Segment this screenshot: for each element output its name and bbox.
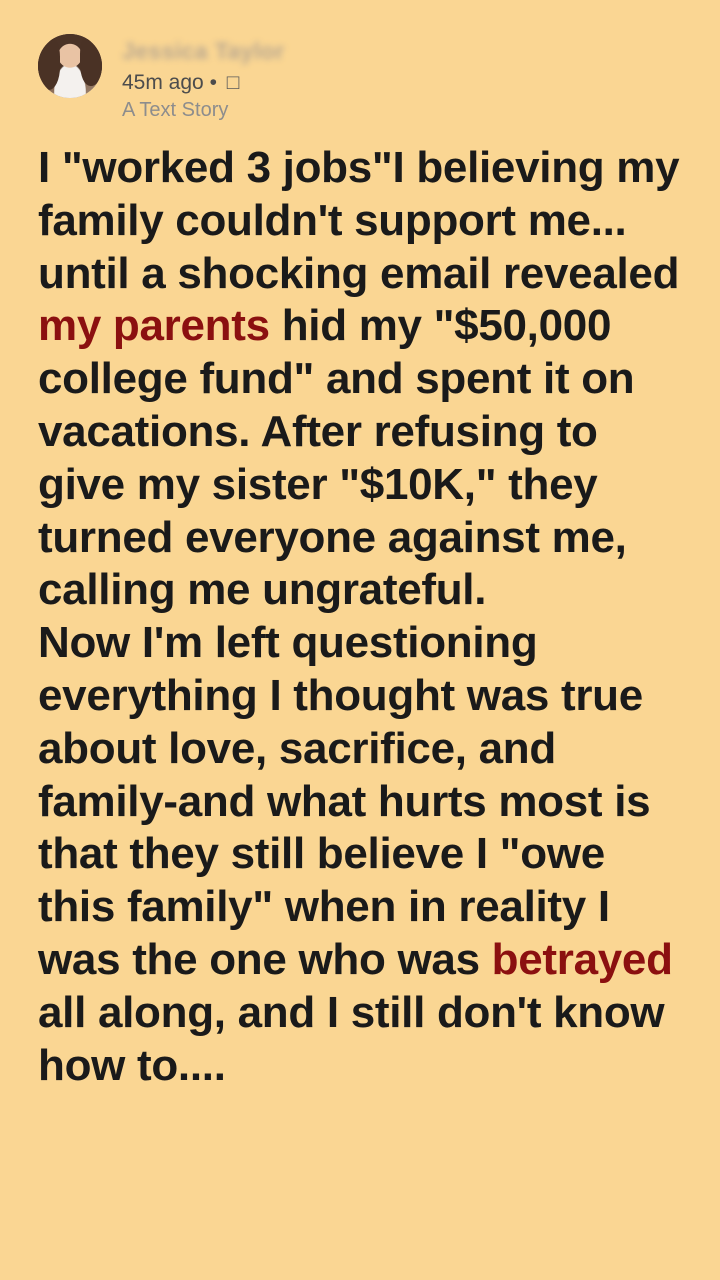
globe-icon: □ (226, 71, 240, 94)
post-timestamp-row (122, 72, 284, 93)
text-segment: hid my "$50,000 college fund" and spent it on vacations. After refusing to give my sister "$10K," they turned everyone against me, calling me ungrateful. (38, 301, 635, 615)
post-paragraph (38, 617, 684, 1092)
avatar-hair-left (38, 36, 60, 90)
text-segment: I "worked 3 jobs"I believing my family couldn't support me... until a shocking email revealed (38, 143, 680, 298)
avatar-hair-right (80, 34, 102, 86)
text-segment-highlight: betrayed (491, 934, 673, 984)
author-name[interactable]: Jessica Taylor (122, 38, 285, 64)
post-meta (122, 34, 284, 120)
post-header (0, 0, 720, 120)
post-body (38, 142, 684, 1092)
text-segment: all along, and I still don't know how to.... (38, 987, 665, 1090)
story-type-label: A Text Story (122, 99, 229, 121)
meta-separator: • (209, 71, 217, 94)
text-segment-highlight: my parents (38, 301, 270, 351)
avatar[interactable] (38, 34, 102, 98)
text-segment: Now I'm left questioning everything I thought was true about love, sacrifice, and family-and what hurts most is that they still believe I "owe this family" when in reality I was the one who was (38, 618, 651, 984)
post-paragraph (38, 142, 684, 617)
post-timestamp: 45m ago (122, 71, 204, 94)
